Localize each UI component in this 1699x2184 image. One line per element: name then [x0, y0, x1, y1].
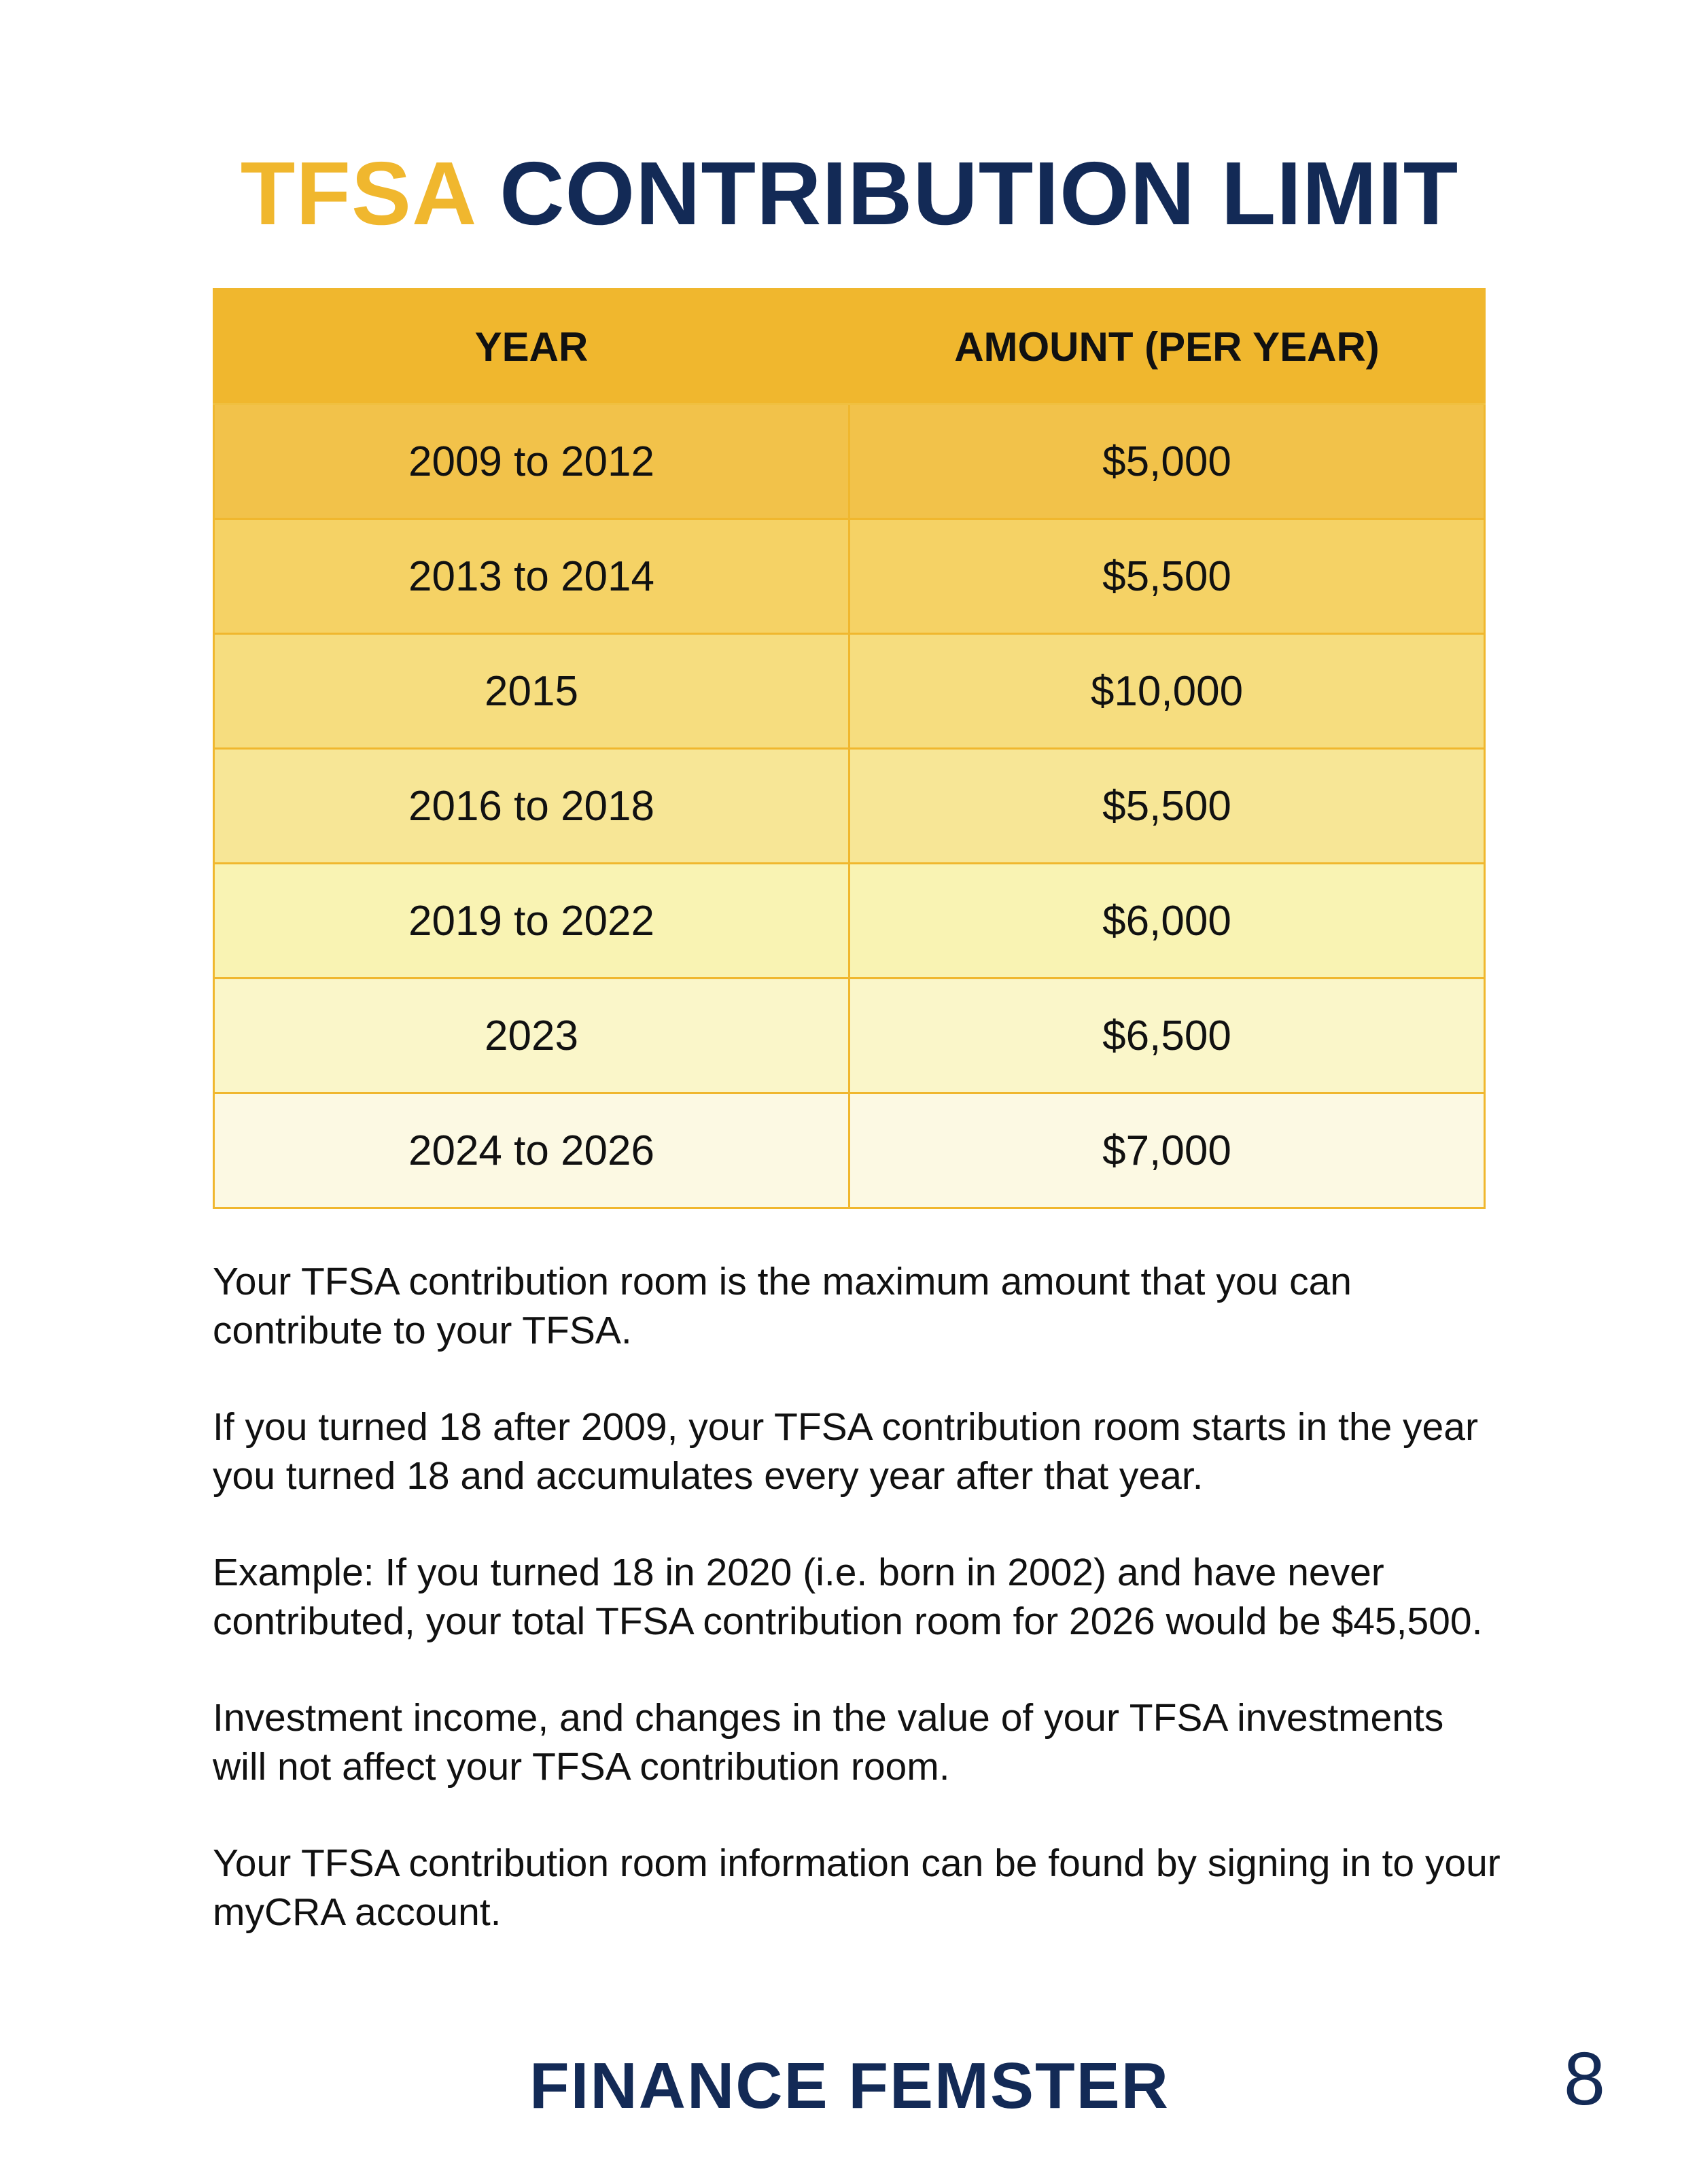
body-text — [213, 1257, 1504, 1984]
paragraph-example: Example: If you turned 18 in 2020 (i.e. born in 2002) and have never contributed, your total TFSA contribution room for 2026 would be $45,500. — [213, 1551, 1483, 1643]
table-row — [214, 634, 1485, 749]
page-title-main: CONTRIBUTION LIMIT — [500, 143, 1459, 243]
amount-cell: $5,000 — [850, 404, 1485, 519]
table-row — [214, 979, 1485, 1093]
table-row — [214, 404, 1485, 519]
table-row — [214, 864, 1485, 979]
year-cell: 2024 to 2026 — [214, 1093, 850, 1208]
table-header-row — [214, 289, 1485, 404]
year-cell: 2019 to 2022 — [214, 864, 850, 979]
paragraph-contribution-room: Your TFSA contribution room is the maximum amount that you can contribute to your TFSA. — [213, 1260, 1352, 1352]
column-header-amount: AMOUNT (PER YEAR) — [850, 289, 1485, 404]
amount-cell: $6,000 — [850, 864, 1485, 979]
amount-cell: $7,000 — [850, 1093, 1485, 1208]
table-row — [214, 519, 1485, 634]
year-cell: 2015 — [214, 634, 850, 749]
amount-cell: $5,500 — [850, 519, 1485, 634]
page-title-accent: TFSA — [240, 143, 474, 243]
page-number: 8 — [1563, 2037, 1605, 2121]
year-cell: 2023 — [214, 979, 850, 1093]
table-row — [214, 749, 1485, 864]
year-cell: 2013 to 2014 — [214, 519, 850, 634]
amount-cell: $5,500 — [850, 749, 1485, 864]
page-title — [0, 139, 1699, 248]
contribution-limit-table — [213, 288, 1486, 1209]
column-header-year: YEAR — [214, 289, 850, 404]
paragraph-investment-income: Investment income, and changes in the value of your TFSA investments will not affect your TFSA contribution room. — [213, 1696, 1444, 1789]
year-cell: 2016 to 2018 — [214, 749, 850, 864]
amount-cell: $6,500 — [850, 979, 1485, 1093]
amount-cell: $10,000 — [850, 634, 1485, 749]
paragraph-mycra: Your TFSA contribution room information can be found by signing in to your myCRA account. — [213, 1842, 1501, 1934]
paragraph-turned-18: If you turned 18 after 2009, your TFSA contribution room starts in the year you turned 18 and accumulates every year after that year. — [213, 1405, 1478, 1498]
footer-brand: FINANCE FEMSTER — [529, 2049, 1170, 2122]
table-row — [214, 1093, 1485, 1208]
year-cell: 2009 to 2012 — [214, 404, 850, 519]
